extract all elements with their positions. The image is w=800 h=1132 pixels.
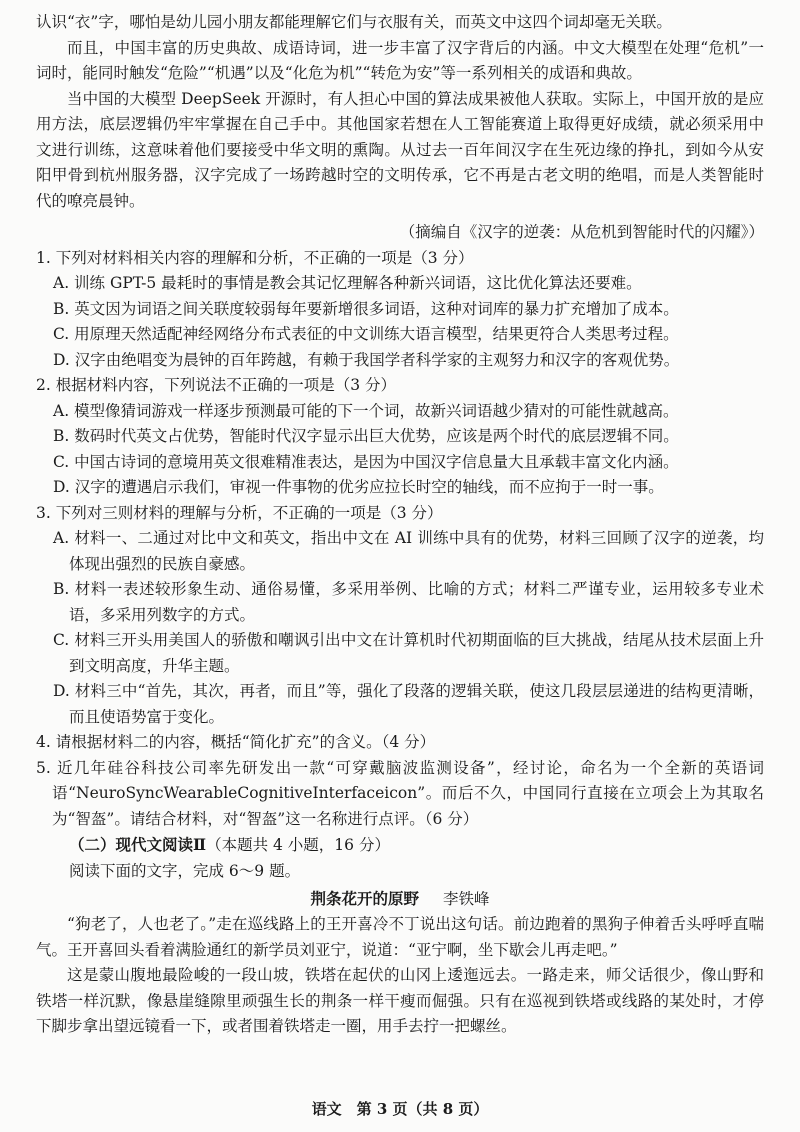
- source-citation: （摘编自《汉字的逆袭：从危机到智能时代的闪耀》）: [399, 223, 764, 241]
- story-paragraph: 这是蒙山腹地最险峻的一段山坡，铁塔在起伏的山冈上逶迤远去。一路走来，师父话很少，像山野和铁塔一样沉默，像悬崖缝隙里顽强生长的荆条一样干瘦而倔强。只有在巡视到铁塔或线路的某处时，才停下脚步拿出望远镜看一下，或者围着铁塔走一圈，用手去拧一把螺丝。: [36, 966, 764, 1035]
- story-title-line: [36, 886, 764, 912]
- question-2: [36, 373, 764, 501]
- option-b: B. 英文因为词语之间关联度较弱每年要新增很多词语，这种对词库的暴力扩充增加了成本。: [53, 299, 679, 318]
- question-stem: 2. 根据材料内容，下列说法不正确的一项是（3 分）: [36, 376, 397, 394]
- option-b: B. 材料一表述较形象生动、通俗易懂，多采用举例、比喻的方式；材料二严谨专业，运用较多专业术语，多采用列数字的方式。: [53, 580, 764, 624]
- question-5: 5. 近几年硅谷科技公司率先研发出一款“可穿戴脑波监测设备”，经讨论，命名为一个全新的英语词语“NeuroSyncWearableCognitiveInterfaceicon”。而后不久，中国同行直接在立项会上为其取名为“智盔”。请结合材料，对“智盔”这一名称进行点评。（6 分）: [36, 758, 764, 828]
- section-heading: [36, 832, 764, 859]
- passage-paragraph: 而且，中国丰富的历史典故、成语诗词，进一步丰富了汉字背后的内涵。中文大模型在处理“危机”一词时，能同时触发“危险”“机遇”以及“化危为机”“转危为安”等一系列相关的成语和典故。: [36, 38, 764, 82]
- option-d: D. 材料三中“首先，其次，再者，而且”等，强化了段落的逻辑关联，使这几段层层递进的结构更清晰，而且使语势富于变化。: [53, 682, 764, 726]
- passage-paragraph: 当中国的大模型 DeepSeek 开源时，有人担心中国的算法成果被他人获取。实际上，中国开放的是应用方法，底层逻辑仍牢牢掌握在自己手中。其他国家若想在人工智能赛道上取得更好成绩，就必须采用中文进行训练，这意味着他们要接受中华文明的熏陶。从过去一百年间汉字在生死边缘的挣扎，到如今从安阳甲骨到杭州服务器，汉字完成了一场跨越时空的文明传承，它不再是古老文明的绝唱，而是人类智能时代的嘹亮晨钟。: [36, 89, 764, 210]
- section-heading-label: （二）现代文阅读Ⅱ: [69, 835, 207, 854]
- story-paragraph: “狗老了，人也老了。”走在巡线路上的王开喜冷不丁说出这句话。前边跑着的黑狗子伸着舌头呼呼直喘气。王开喜回头看着满脸通红的新学员刘亚宁，说道：“亚宁啊，坐下歇会儿再走吧。”: [36, 915, 764, 959]
- option-d: D. 汉字由绝唱变为晨钟的百年跨越，有赖于我国学者科学家的主观努力和汉字的客观优势。: [53, 350, 680, 369]
- story-author: 李铁峰: [443, 890, 490, 908]
- option-b: B. 数码时代英文占优势，智能时代汉字显示出巨大优势，应该是两个时代的底层逻辑不同。: [53, 427, 679, 445]
- exam-page: [36, 10, 764, 1040]
- page-footer: 语文 第 3 页（共 8 页）: [311, 1100, 489, 1118]
- question-stem: 3. 下列对三则材料的理解与分析，不正确的一项是（3 分）: [36, 503, 443, 522]
- passage-paragraph: 认识“衣”字，哪怕是幼儿园小朋友都能理解它们与衣服有关，而英文中这四个词却毫无关联。: [36, 13, 672, 31]
- option-c: C. 中国古诗词的意境用英文很难精准表达，是因为中国汉字信息量大且承载丰富文化内涵。: [53, 452, 679, 471]
- option-c: C. 材料三开头用美国人的骄傲和嘲讽引出中文在计算机时代初期面临的巨大挑战，结尾从技术层面上升到文明高度，升华主题。: [53, 631, 764, 675]
- section-heading-note: （本题共 4 小题，16 分）: [206, 836, 390, 854]
- reading-instruction: 阅读下面的文字，完成 6～9 题。: [69, 861, 301, 880]
- option-a: A. 材料一、二通过对比中文和英文，指出中文在 AI 训练中具有的优势，材料三回顾了汉字的逆袭，均体现出强烈的民族自豪感。: [53, 529, 764, 573]
- option-a: A. 模型像猜词游戏一样逐步预测最可能的下一个词，故新兴词语越少猜对的可能性就越高。: [53, 401, 679, 420]
- question-4: 4. 请根据材料二的内容，概括“简化扩充”的含义。（4 分）: [36, 733, 436, 751]
- option-c: C. 用原理天然适配神经网络分布式表征的中文训练大语言模型，结果更符合人类思考过程。: [53, 325, 679, 343]
- question-1: [36, 246, 764, 374]
- story-title: 荆条花开的原野: [310, 889, 419, 908]
- question-stem: 1. 下列对材料相关内容的理解和分析，不正确的一项是（3 分）: [36, 248, 474, 267]
- question-3: [36, 501, 764, 731]
- option-d: D. 汉字的遭遇启示我们，审视一件事物的优劣应拉长时空的轴线，而不应拘于一时一事。: [53, 478, 664, 496]
- option-a: A. 训练 GPT-5 最耗时的事情是教会其记忆理解各种新兴词语，这比优化算法还要难。: [53, 274, 642, 292]
